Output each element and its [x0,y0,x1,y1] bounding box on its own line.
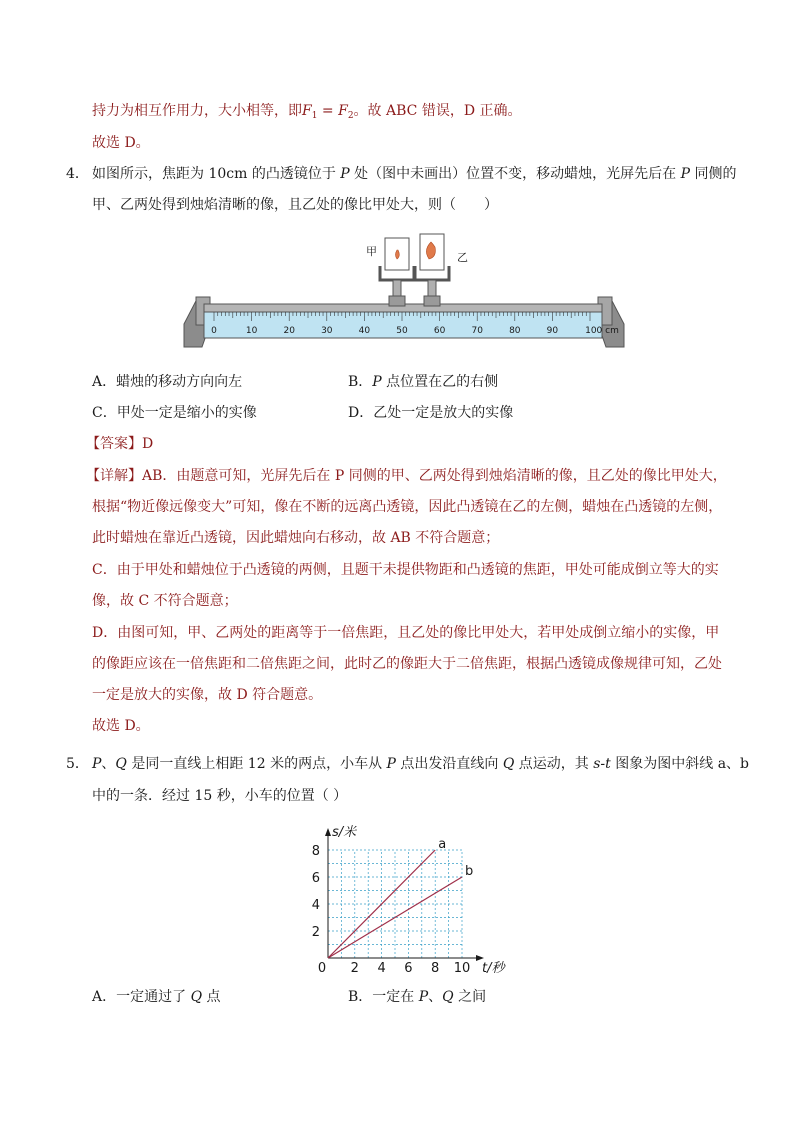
screen-holder-jia [380,238,414,306]
q4-choose: 故选 D。 [92,718,150,734]
q5-option-b-var-p: P [418,989,429,1005]
bench-tick-label: 70 [471,326,483,336]
q4-stem-a: 如图所示，焦距为 10cm 的凸透镜位于 [92,166,341,182]
force-f2: F [338,103,348,119]
force-f2-sub: 2 [347,111,354,121]
q4-stem-c: 同侧的 [690,166,737,182]
label-yi: 乙 [457,251,468,264]
y-tick-label: 2 [311,925,320,940]
optical-bench-figure [180,232,628,362]
q5-stem-c: 点运动，其 [514,756,594,772]
q4-answer: 【答案】D [86,436,154,452]
q5-sep: 、 [101,756,116,772]
q4-detail-line-6: D．由图可知，甲、乙两处的距离等于一倍焦距，且乙处的像比甲处大，若甲处成倒立缩小的实像，甲 [92,625,720,641]
q5-number: 5． [66,756,89,772]
q5-option-a[interactable] [92,987,221,1007]
x-tick-label: 4 [377,961,386,976]
bench-tick-label: 100 cm [585,326,619,336]
q4-detail-line-5: 像，故 C 不符合题意； [92,593,238,609]
y-tick-label: 6 [311,871,320,886]
equals-sign: = [317,103,339,119]
screen-holder-yi [415,234,449,306]
q5-var-p: P [92,756,102,772]
prev-text-b: 。故 ABC 错误，D 正确。 [353,103,522,119]
q5-var-q2: Q [502,756,515,772]
bench-tick-label: 20 [283,326,295,336]
force-f1: F [302,103,312,119]
series-label-a: a [438,837,447,852]
label-jia: 甲 [366,245,377,258]
series-label-b: b [465,864,474,879]
y-tick-label: 4 [311,898,320,913]
q5-var-st: s-t [593,756,611,772]
q5-option-a-suffix: 点 [202,989,221,1005]
x-tick-label: 6 [404,961,413,976]
q4-option-b-text: 点位置在乙的右侧 [381,374,499,390]
q5-stem-a: 是同一直线上相距 12 米的两点，小车从 [126,756,387,772]
q5-stem-b: 点出发沿直线向 [395,756,503,772]
x-tick-label: 0 [317,961,327,976]
q4-detail-line-1: 【详解】AB．由题意可知，光屏先后在 P 同侧的甲、乙两处得到烛焰清晰的像，且乙处的像比甲处大， [86,468,727,484]
y-axis-arrow [325,828,331,836]
q5-option-a-text: A．一定通过了 [92,989,191,1005]
q4-detail-line-7: 的像距应该在一倍焦距和二倍焦距之间，此时乙的像距大于二倍焦距，根据凸透镜成像规律可知，乙处 [92,656,722,672]
q5-var-p2: P [386,756,396,772]
q4-option-d[interactable]: D．乙处一定是放大的实像 [348,405,514,421]
s-t-chart [300,818,510,980]
q5-option-b-suffix: 之间 [453,989,487,1005]
q5-stem-d: 图象为图中斜线 a、b [610,756,750,772]
y-tick-label: 8 [311,844,320,859]
bench-tick-label: 40 [358,326,371,336]
q4-detail-line-8: 一定是放大的实像，故 D 符合题意。 [92,687,323,703]
q4-number: 4． [66,166,89,182]
q4-option-c[interactable]: C．甲处一定是缩小的实像 [92,405,257,421]
bench-tick-label: 50 [396,326,408,336]
prev-text-a: 持力为相互作用力，大小相等，即 [92,103,302,119]
q5-var-q: Q [115,756,127,772]
q4-detail-line-4: C．由于甲处和蜡烛位于凸透镜的两侧，且题干未提供物距和凸透镜的焦距，甲处可能成倒立等大的实 [92,562,719,578]
force-f1-sub: 1 [311,111,318,121]
x-axis-label: t/秒 [482,961,505,976]
chart-axes [325,828,484,961]
q4-option-b-prefix: B． [348,374,373,390]
q4-option-a[interactable]: A．蜡烛的移动方向向左 [92,374,243,390]
q5-option-a-var: Q [190,989,203,1005]
q4-var-p2: P [680,166,691,182]
q4-option-b[interactable] [348,372,498,392]
x-tick-label: 8 [431,961,440,976]
bench-tick-label: 30 [321,326,333,336]
bench-tick-label: 80 [509,326,521,336]
q5-option-b[interactable] [348,987,486,1007]
prev-choose: 故选 D。 [92,135,150,151]
bench-tick-label: 90 [546,326,559,336]
q4-detail-line-3: 此时蜡烛在靠近凸透镜，因此蜡烛向右移动，故 AB 不符合题意； [92,530,500,546]
q4-stem-line1 [92,164,736,184]
q4-option-b-var: P [372,374,382,390]
bench-tick-label: 10 [245,326,258,336]
y-axis-label: s/米 [332,825,357,840]
q5-option-b-sep: 、 [428,989,443,1005]
q4-stem-line2: 甲、乙两处得到烛焰清晰的像，且乙处的像比甲处大，则（ ） [92,197,498,213]
x-tick-label: 10 [453,961,471,976]
q4-stem-b: 处（图中未画出）位置不变，移动蜡烛，光屏先后在 [349,166,681,182]
q4-detail-line-2: 根据“物近像远像变大”可知，像在不断的远离凸透镜，因此凸透镜在乙的左侧，蜡烛在凸透镜的左侧， [92,499,723,515]
q5-option-b-var-q: Q [442,989,454,1005]
q4-var-p: P [340,166,350,182]
x-tick-label: 2 [350,961,359,976]
q5-stem-line1 [92,754,749,774]
q5-stem-line2: 中的一条．经过 15 秒，小车的位置（ ） [92,788,348,804]
bench-tick-label: 0 [211,326,217,336]
chart-grid [328,850,462,958]
q5-option-b-text: B．一定在 [348,989,419,1005]
prev-explanation-line [92,101,522,126]
bench-tick-label: 60 [433,326,446,336]
